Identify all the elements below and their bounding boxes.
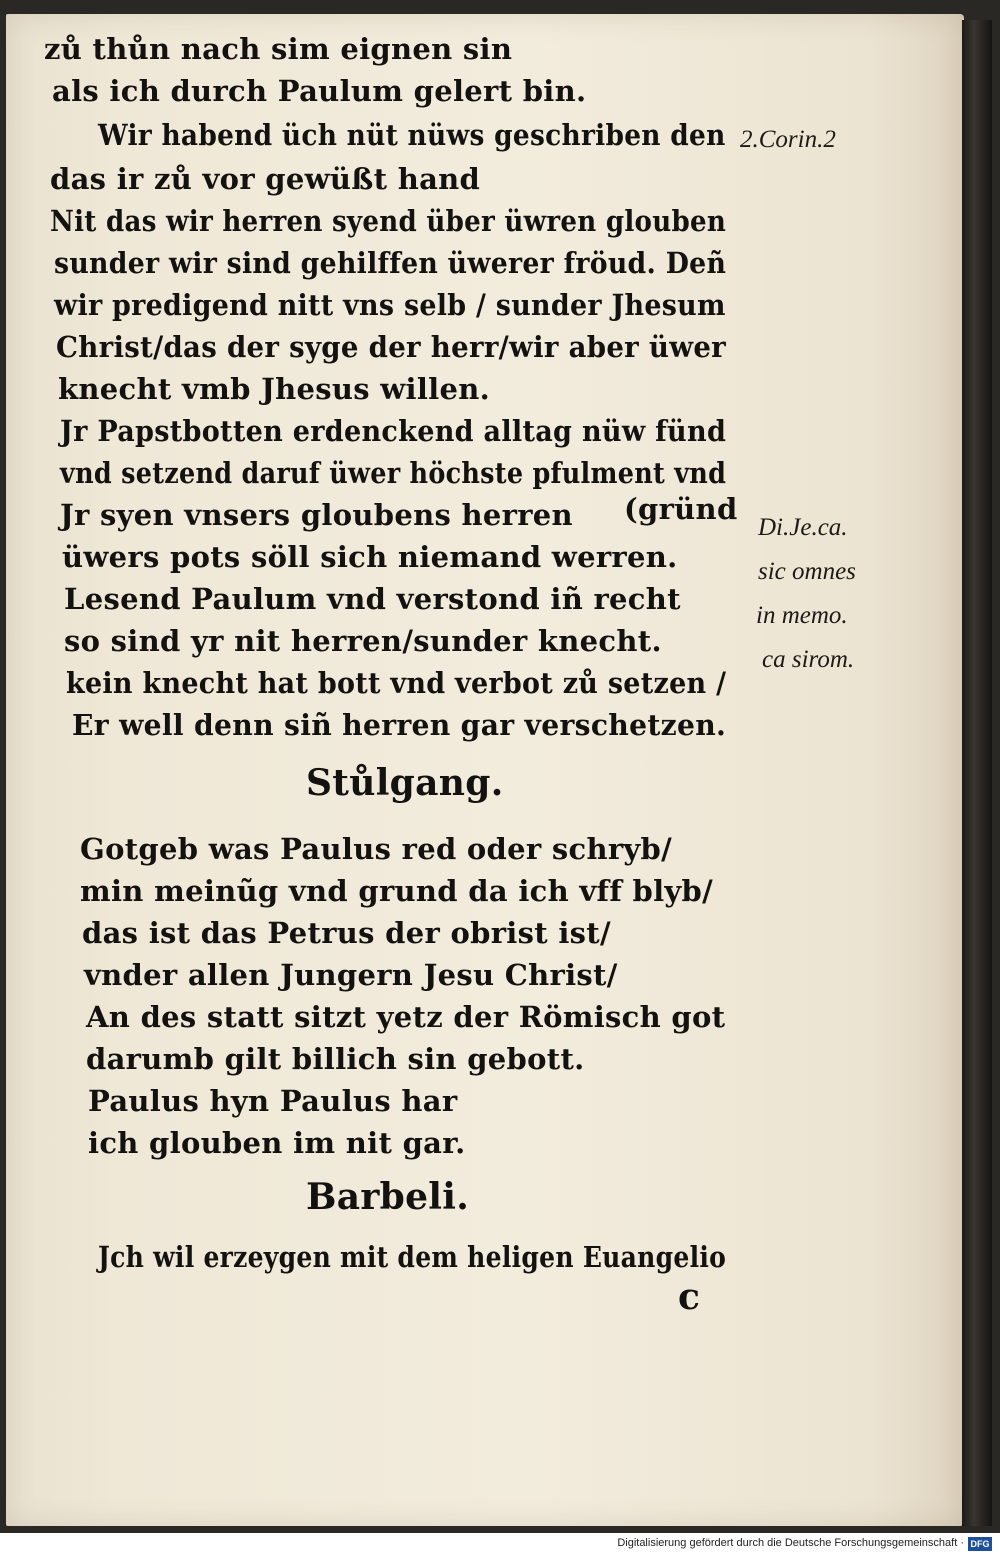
marginal-note: in memo.: [756, 602, 848, 629]
text-line: sunder wir sind gehilffen üwerer fröud. Deñ: [54, 246, 727, 280]
marginal-note: sic omnes: [758, 558, 856, 585]
text-line: Lesend Paulum vnd verstond iñ recht: [64, 582, 681, 616]
verse-line: An des statt sitzt yetz der Römisch got: [86, 1000, 726, 1034]
section-heading: Barbeli.: [306, 1176, 470, 1218]
dfg-logo-icon: DFG: [968, 1537, 992, 1551]
text-line-continuation: (gründ: [624, 492, 738, 526]
text-line: Nit das wir herren syend über üwren glouben: [50, 204, 727, 238]
marginal-note: Di.Je.ca.: [758, 514, 848, 541]
text-line: üwers pots söll sich niemand werren.: [62, 540, 678, 574]
text-line: vnd setzend daruf üwer höchste pfulment vnd: [60, 456, 727, 490]
text-line: wir predigend nitt vns selb / sunder Jhesum: [54, 288, 726, 322]
text-line: kein knecht hat bott vnd verbot zů setzen /: [66, 666, 727, 700]
book-page: [6, 14, 964, 1526]
text-line: Jr syen vnsers gloubens herren: [60, 498, 573, 532]
verse-line: min meinũg vnd grund da ich vff blyb/: [80, 874, 714, 908]
text-line: so sind yr nit herren/sunder knecht.: [64, 624, 662, 658]
text-line: zů thůn nach sim eignen sin: [44, 32, 513, 66]
book-edge: [962, 20, 992, 1526]
text-line: knecht vmb Jhesus willen.: [58, 372, 491, 406]
text-line: Christ/das der syge der herr/wir aber üwer: [56, 330, 727, 364]
funding-notice: Digitalisierung gefördert durch die Deutsche Forschungsgemeinschaft ·: [617, 1537, 964, 1549]
verse-line: Paulus hyn Paulus har: [88, 1084, 458, 1118]
verse-line: das ist das Petrus der obrist ist/: [82, 916, 611, 950]
footer-bar: [0, 1533, 1000, 1556]
text-line: Er well denn siñ herren gar verschetzen.: [72, 708, 727, 742]
marginal-reference: 2.Corin.2: [740, 126, 836, 153]
signature-mark: c: [678, 1276, 700, 1318]
verse-line: vnder allen Jungern Jesu Christ/: [84, 958, 618, 992]
verse-line: darumb gilt billich sin gebott.: [86, 1042, 585, 1076]
verse-line: Gotgeb was Paulus red oder schryb/: [80, 832, 673, 866]
text-line: Jr Papstbotten erdenckend alltag nüw fünd: [60, 414, 727, 448]
text-line: als ich durch Paulum gelert bin.: [52, 74, 587, 108]
text-line: Jch wil erzeygen mit dem heligen Euangelio: [98, 1240, 727, 1274]
section-heading: Stůlgang.: [306, 762, 504, 804]
text-line: das ir zů vor gewüßt hand: [50, 162, 481, 196]
verse-line: ich glouben im nit gar.: [88, 1126, 466, 1160]
text-line: Wir habend üch nüt nüws geschriben den: [98, 118, 726, 152]
marginal-note: ca sirom.: [762, 646, 855, 673]
